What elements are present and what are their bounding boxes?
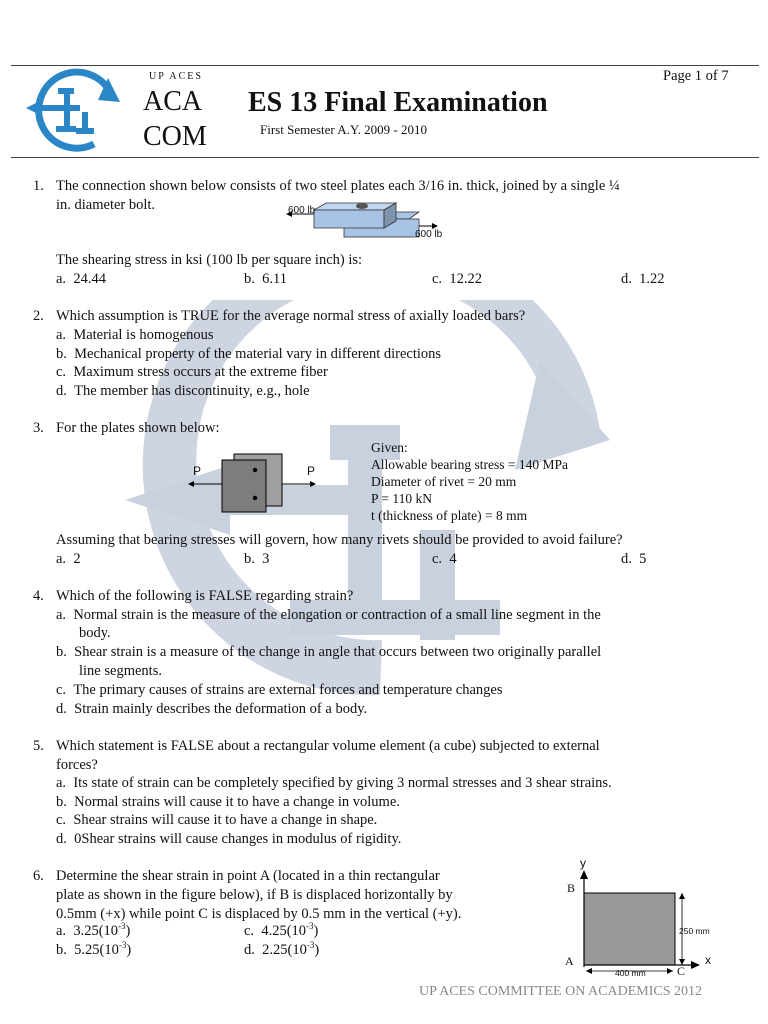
q3-prompt: Assuming that bearing stresses will govern, how many rivets should be provided to avoid failure?	[56, 532, 623, 548]
q3-option-a: a. 2	[56, 551, 81, 567]
q4-option-a-cont: body.	[79, 625, 111, 641]
q3-given-line2: Allowable bearing stress = 140 MPa	[371, 457, 568, 472]
q6-fig-point-c: C	[677, 964, 686, 978]
q5-option-b: b. Normal strains will cause it to have a change in volume.	[56, 794, 400, 810]
q3-fig-load-right: P	[307, 464, 316, 478]
q1-text-line1: The connection shown below consists of two steel plates each 3/16 in. thick, joined by a single ¼	[56, 178, 620, 194]
q3-option-c: c. 4	[432, 551, 457, 567]
page-number: Page 1 of 7	[663, 68, 729, 84]
q3-given-line4: P = 110 kN	[371, 491, 432, 506]
q1-text-line2: in. diameter bolt.	[56, 197, 156, 213]
aces-logo-icon	[24, 68, 124, 152]
q5-option-c: c. Shear strains will cause it to have a change in shape.	[56, 812, 378, 828]
q6-fig-x-axis-label: x	[705, 953, 711, 967]
org-small-label: UP ACES	[149, 71, 203, 82]
q2-option-a: a. Material is homogenous	[56, 327, 214, 343]
q4-option-b: b. Shear strain is a measure of the change in angle that occurs between two originally parallel	[56, 644, 602, 660]
q6-fig-width-dim: 400 mm	[615, 968, 646, 978]
q5-text-line1: Which statement is FALSE about a rectangular volume element (a cube) subjected to external	[56, 738, 600, 754]
q3-option-d: d. 5	[621, 551, 647, 567]
q6-text-line1: Determine the shear strain in point A (located in a thin rectangular	[56, 868, 440, 884]
q6-number: 6.	[33, 868, 44, 884]
q6-option-a: a. $3.25(10^{-3})$	[56, 921, 131, 939]
exam-title: ES 13 Final Examination	[248, 87, 548, 118]
q3-fig-load-left: P	[193, 464, 202, 478]
q3-given-line3: Diameter of rivet = 20 mm	[371, 474, 517, 489]
q6-option-b: b. $5.25(10^{-3})$	[56, 940, 132, 958]
q6-fig-height-dim: 250 mm	[679, 926, 710, 936]
q2-text: Which assumption is TRUE for the average normal stress of axially loaded bars?	[56, 308, 526, 324]
q4-text: Which of the following is FALSE regarding strain?	[56, 588, 354, 604]
q6-fig-point-a: A	[565, 954, 574, 968]
q6-fig-y-axis-label: y	[580, 856, 586, 870]
q3-option-b: b. 3	[244, 551, 270, 567]
org-name-line2: COM	[143, 121, 207, 152]
q1-fig-left-load: 600 lb	[288, 205, 316, 216]
exam-subtitle: First Semester A.Y. 2009 - 2010	[260, 122, 427, 137]
q4-option-a: a. Normal strain is the measure of the elongation or contraction of a small line segment in the	[56, 607, 601, 623]
q4-option-c: c. The primary causes of strains are external forces and temperature changes	[56, 682, 503, 698]
q1-number: 1.	[33, 178, 44, 194]
org-name-line1: ACA	[143, 86, 203, 117]
q6-plate-figure	[560, 855, 720, 980]
q3-given-line1: Given:	[371, 440, 408, 455]
footer-committee: UP ACES COMMITTEE ON ACADEMICS 2012	[419, 984, 703, 999]
q4-option-d: d. Strain mainly describes the deformation of a body.	[56, 701, 368, 717]
q3-given-line5: t (thickness of plate) = 8 mm	[371, 508, 528, 523]
q6-fig-point-b: B	[567, 881, 576, 895]
q5-text-line2: forces?	[56, 757, 98, 773]
q1-option-c: c. 12.22	[432, 271, 482, 287]
q5-option-a: a. Its state of strain can be completely specified by giving 3 normal stresses and 3 shear strains.	[56, 775, 612, 791]
q3-number: 3.	[33, 420, 44, 436]
q4-option-b-cont: line segments.	[79, 663, 162, 679]
header-top-rule	[11, 65, 759, 66]
q2-option-b: b. Mechanical property of the material vary in different directions	[56, 346, 442, 362]
header-bottom-rule	[11, 157, 759, 158]
q4-number: 4.	[33, 588, 44, 604]
q5-option-d: d. 0Shear strains will cause changes in modulus of rigidity.	[56, 831, 402, 847]
q3-text: For the plates shown below:	[56, 420, 220, 436]
q1-option-a: a. 24.44	[56, 271, 106, 287]
q3-riveted-plates-figure	[186, 452, 326, 514]
q2-option-c: c. Maximum stress occurs at the extreme fiber	[56, 364, 328, 380]
q2-number: 2.	[33, 308, 44, 324]
q2-option-d: d. The member has discontinuity, e.g., hole	[56, 383, 310, 399]
q6-text-line2: plate as shown in the figure below), if B is displaced horizontally by	[56, 887, 453, 903]
q1-prompt: The shearing stress in ksi (100 lb per square inch) is:	[56, 252, 363, 268]
q1-option-b: b. 6.11	[244, 271, 287, 287]
q6-option-d: d. $2.25(10^{-3})$	[244, 940, 320, 958]
q1-fig-right-load: 600 lb	[415, 229, 443, 240]
q6-option-c: c. $4.25(10^{-3})$	[244, 921, 319, 939]
q1-option-d: d. 1.22	[621, 271, 665, 287]
q6-text-line3: 0.5mm (+x) while point C is displaced by 0.5 mm in the vertical (+y).	[56, 906, 462, 922]
q5-number: 5.	[33, 738, 44, 754]
